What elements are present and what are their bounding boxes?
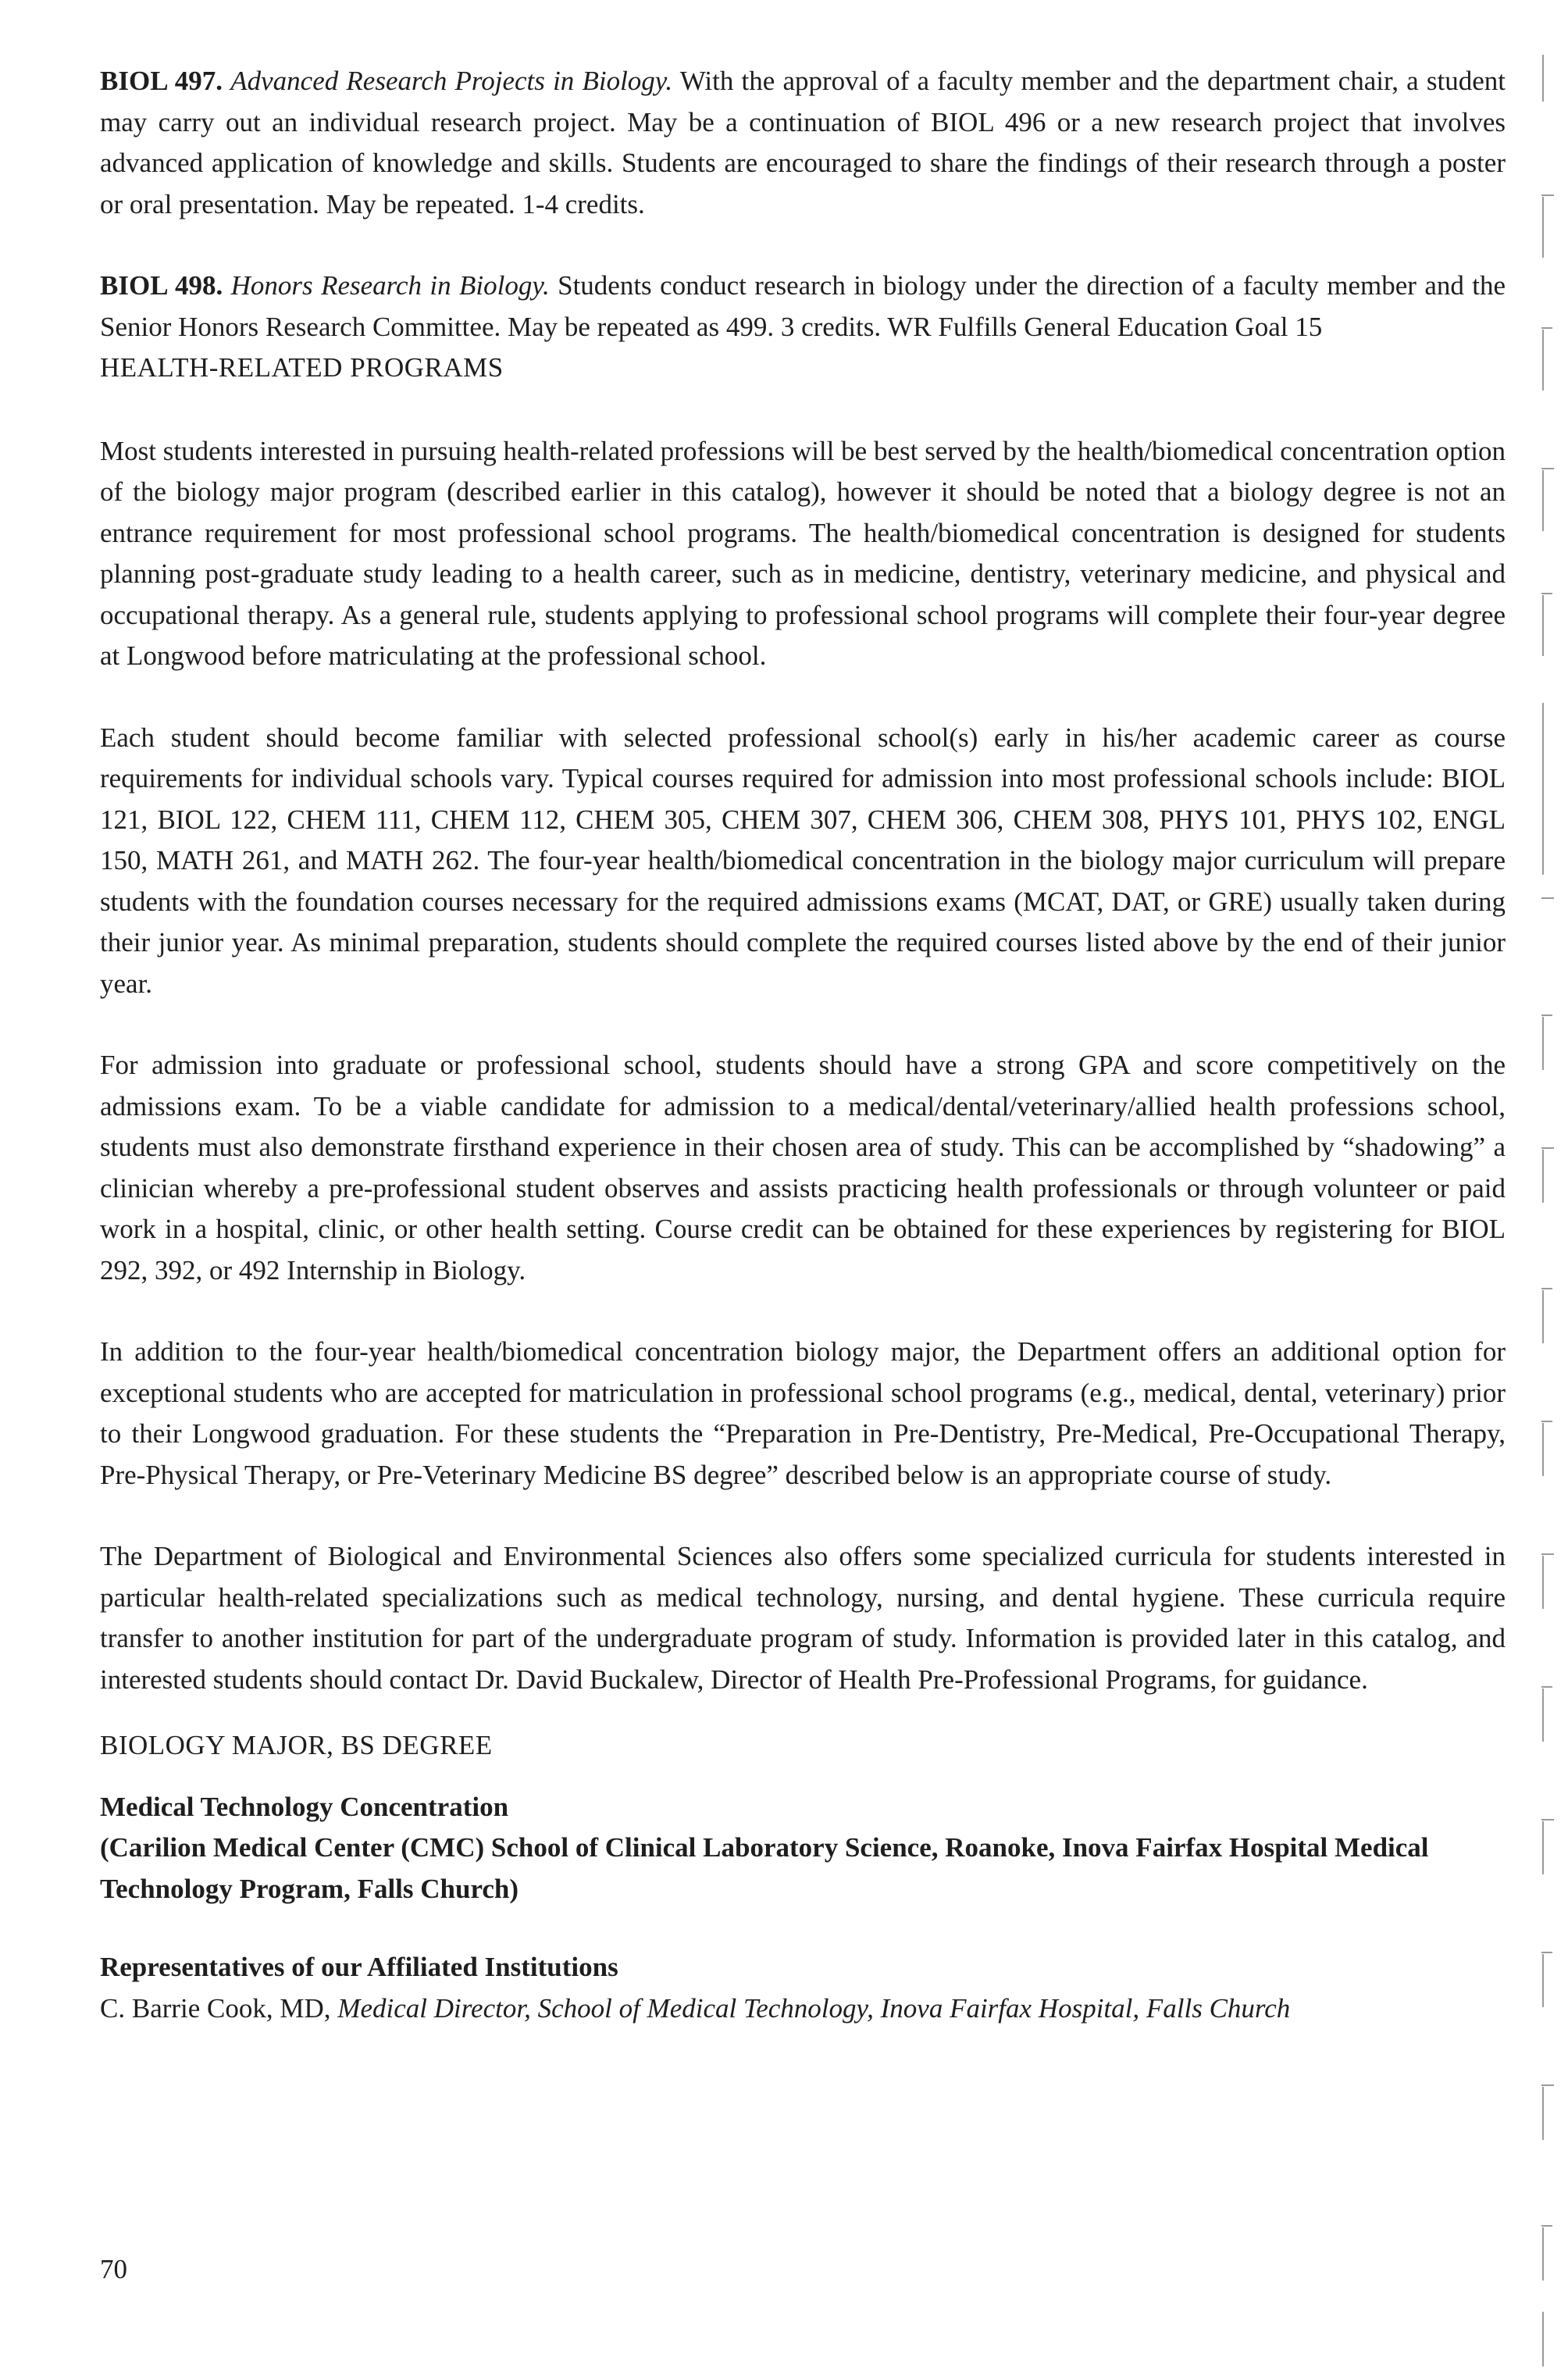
representative-name: C. Barrie Cook, MD,: [100, 1992, 331, 2024]
section-heading-major: BIOLOGY MAJOR, BS DEGREE: [100, 1730, 493, 1760]
paragraph: For admission into graduate or professional school, students should have a strong GPA and score competitively on the admissions exam. To be a viable candidate for admission to a medical/dental/veterinary/allied health professions school, students must also demonstrate firsthand experience in their chosen area of study. This can be accomplished by “shadowing” a clinician whereby a pre-professional student observes and assists practicing health professionals or through volunteer or paid work in a hospital, clinic, or other health setting. Course credit can be obtained for these experiences by registering for BIOL 292, 392, or 492 Internship in Biology.: [100, 1050, 1506, 1286]
paragraph: Most students interested in pursuing health-related professions will be best served by the health/biomedical concentration option of the biology major program (described earlier in this catalog), however it should be noted that a biology degree is not an entrance requirement for most professional school programs. The health/biomedical concentration is designed for students planning post-graduate study leading to a health career, such as in medicine, dentistry, veterinary medicine, and physical and occupational therapy. As a general rule, students applying to professional school programs will complete their four-year degree at Longwood before matriculating at the professional school.: [100, 435, 1506, 671]
course-code: BIOL 497.: [100, 66, 223, 96]
concentration-title: Medical Technology Concentration: [100, 1791, 509, 1822]
course-entry-biol-498: [100, 266, 1506, 348]
concentration-institutions: (Carilion Medical Center (CMC) School of Clinical Laboratory Science, Roanoke, Inova Fairfax Hospital Medical Technology Program, Falls Church): [100, 1832, 1429, 1904]
course-title: Honors Research in Biology.: [230, 270, 550, 301]
paragraph: In addition to the four-year health/biomedical concentration biology major, the Department offers an additional option for exceptional students who are accepted for matriculation in professional school programs (e.g., medical, dental, veterinary) prior to their Longwood graduation. For these students the “Preparation in Pre-Dentistry, Pre-Medical, Pre-Occupational Therapy, Pre-Physical Therapy, or Pre-Veterinary Medicine BS degree” described below is an appropriate course of study.: [100, 1336, 1506, 1490]
course-title: Advanced Research Projects in Biology.: [230, 66, 673, 96]
paragraph: Each student should become familiar with selected professional school(s) early in his/her academic career as course requirements for individual schools vary. Typical courses required for admission into most professional schools include: BIOL 121, BIOL 122, CHEM 111, CHEM 112, CHEM 305, CHEM 307, CHEM 306, CHEM 308, PHYS 101, PHYS 102, ENGL 150, MATH 261, and MATH 262. The four-year health/biomedical concentration in the biology major curriculum will prepare students with the foundation courses necessary for the required admissions exams (MCAT, DAT, or GRE) usually taken during their junior year. As minimal preparation, students should complete the required courses listed above by the end of their junior year.: [100, 722, 1506, 999]
course-description: With the approval of a faculty member and the department chair, a student may carry out an individual research project. May be a continuation of BIOL 496 or a new research project that involves advanced application of knowledge and skills. Students are encouraged to share the findings of their research through a poster or oral presentation. May be repeated. 1-4 credits.: [100, 66, 1506, 219]
representative-entry: [100, 1988, 1506, 2030]
catalog-page: [100, 61, 1506, 2029]
course-code: BIOL 498.: [100, 270, 223, 301]
course-entry-biol-497: [100, 61, 1506, 225]
paragraph: The Department of Biological and Environmental Sciences also offers some specialized curricula for students interested in particular health-related specializations such as medical technology, nursing, and dental hygiene. These curricula require transfer to another institution for part of the undergraduate program of study. Information is provided later in this catalog, and interested students should contact Dr. David Buckalew, Director of Health Pre-Professional Programs, for guidance.: [100, 1541, 1506, 1695]
section-heading-health: HEALTH-RELATED PROGRAMS: [100, 352, 504, 383]
scan-edge-marks: [1537, 0, 1568, 2375]
page-number: 70: [100, 2254, 127, 2284]
representative-role: Medical Director, School of Medical Technology, Inova Fairfax Hospital, Falls Church: [337, 1992, 1291, 2024]
course-description: Students conduct research in biology under the direction of a faculty member and the Senior Honors Research Committee. May be repeated as 499. 3 credits. WR Fulfills General Education Goal 15: [100, 270, 1506, 342]
representatives-heading: Representatives of our Affiliated Institutions: [100, 1952, 618, 1982]
